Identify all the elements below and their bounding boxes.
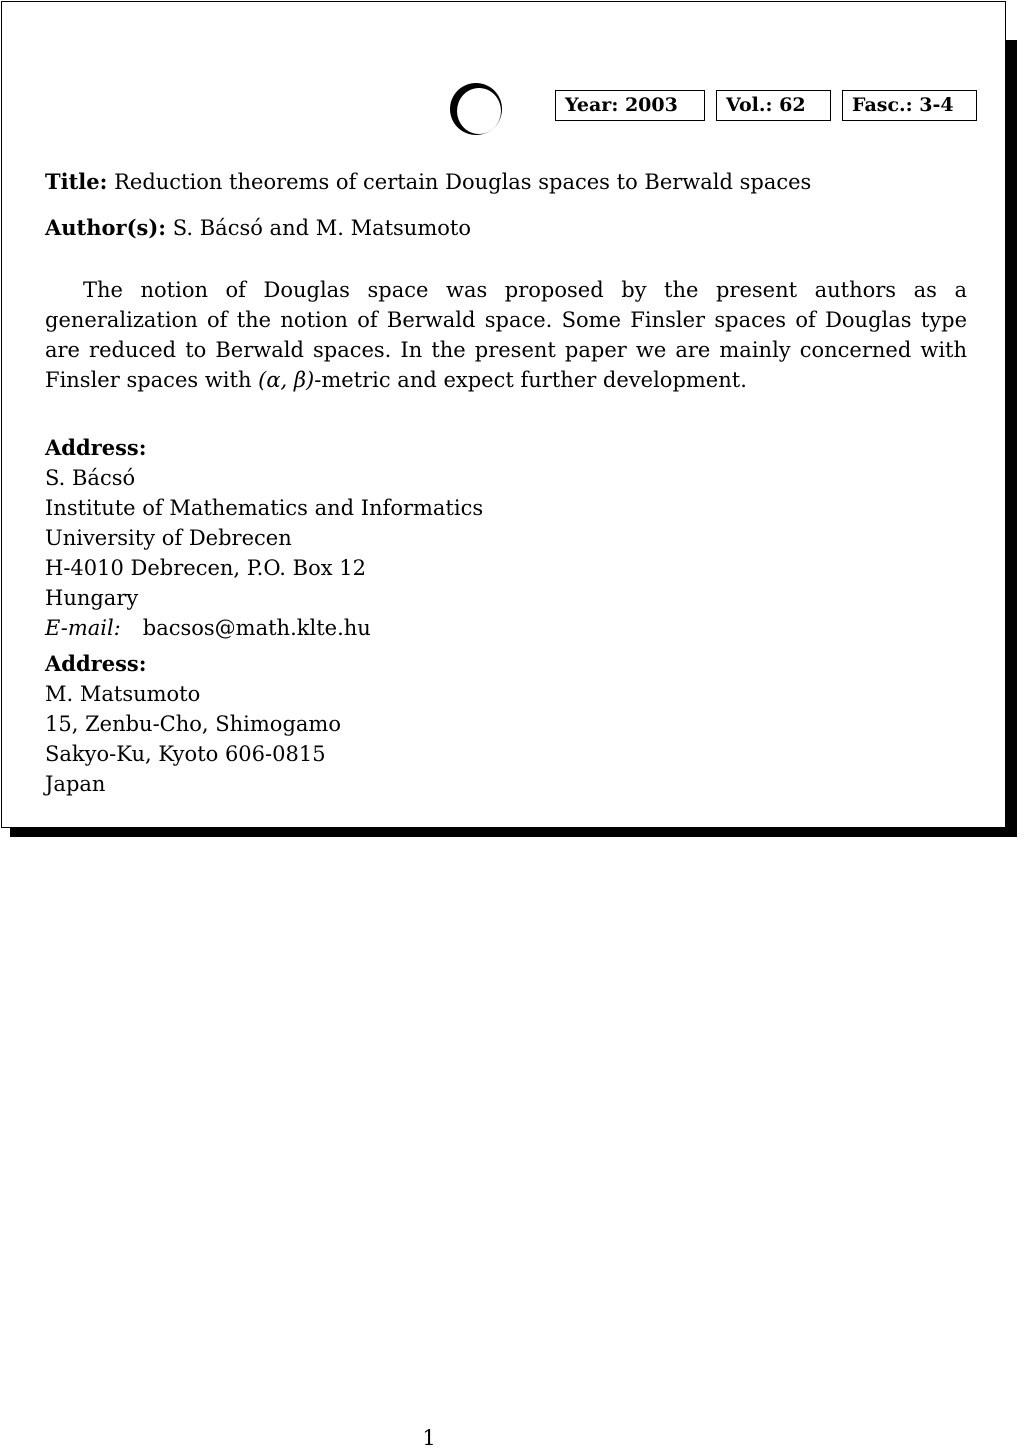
address-line: Sakyo-Ku, Kyoto 606-0815 [45,742,326,766]
article-title: Reduction theorems of certain Douglas spaces to Berwald spaces [114,170,812,194]
address-heading: Address: [45,435,147,460]
address-line: H-4010 Debrecen, P.O. Box 12 [45,556,366,580]
abstract [45,275,967,395]
address-heading: Address: [45,651,147,676]
email-line [45,613,483,643]
address-line: University of Debrecen [45,526,292,550]
authors-line [45,214,471,242]
address-block-matsumoto [45,649,341,799]
volume-badge: Vol.: 62 [716,90,831,121]
abstract-text-end: -metric and expect further development. [314,368,747,392]
address-line: Japan [45,772,106,796]
address-line: Hungary [45,586,139,610]
address-line: Institute of Mathematics and Informatics [45,496,484,520]
title-label: Title: [45,169,108,194]
email-address[interactable]: bacsos@math.klte.hu [142,616,371,640]
article-card [1,1,1006,828]
page-number: 1 [422,1426,436,1450]
crescent-circle-logo-icon [448,81,504,137]
abstract-text-start: The notion of Douglas space was proposed by the present authors as a generalization of the notion of Berwald space. Some Finsler spaces of Douglas type are reduced to Berwald spaces. In the present paper we are mainly concerned with Finsler spaces with [45,278,967,392]
article-authors: S. Bácsó and M. Matsumoto [172,216,471,240]
year-badge: Year: 2003 [555,90,705,121]
title-line [45,168,811,196]
abstract-math: (α, β) [258,368,315,392]
fascicle-badge: Fasc.: 3-4 [842,90,977,121]
address-block-bacso [45,433,483,643]
address-line: M. Matsumoto [45,682,201,706]
email-label: E-mail: [45,616,121,640]
address-line: 15, Zenbu-Cho, Shimogamo [45,712,341,736]
authors-label: Author(s): [45,215,167,240]
address-line: S. Bácsó [45,466,136,490]
